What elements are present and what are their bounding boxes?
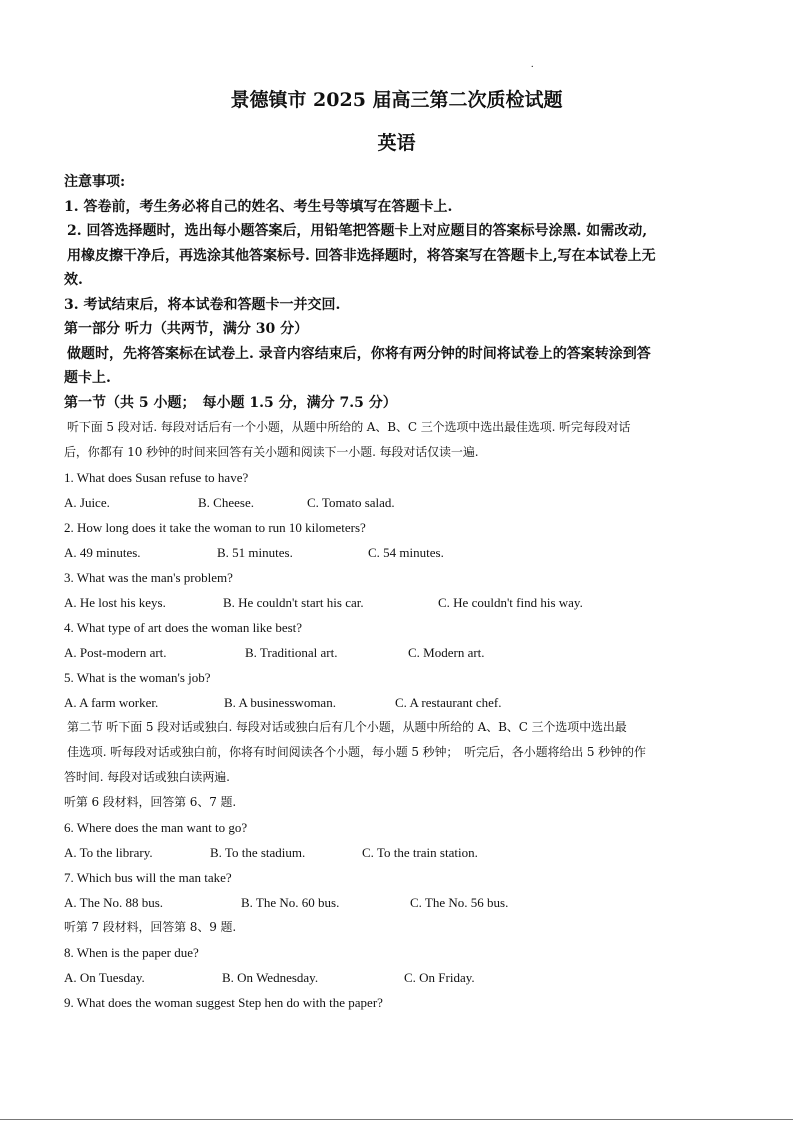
option-b: B. On Wednesday. <box>222 970 319 985</box>
exam-content <box>64 170 734 1015</box>
section-1-instruction-line-1: 听下面 5 段对话. 每段对话后有一个小题，从题中所给的 A、B、C 三个选项中选出最佳选项. 听完每段对话 <box>67 420 631 434</box>
option-c: C. Modern art. <box>408 645 485 660</box>
option-c: C. A restaurant chef. <box>395 695 502 710</box>
option-c: C. 54 minutes. <box>368 545 444 560</box>
question-5-options <box>64 690 734 715</box>
question-8-options <box>64 965 734 990</box>
question-7-options <box>64 890 734 915</box>
part-1-instruction-line-2: 题卡上. <box>64 370 111 386</box>
question-5: 5. What is the woman's job? <box>64 670 211 685</box>
section-1-heading: 第一节（共 5 小题； 每小题 1.5 分，满分 7.5 分） <box>64 394 397 411</box>
option-c: C. To the train station. <box>362 845 478 860</box>
option-a: A. The No. 88 bus. <box>64 895 164 910</box>
option-a: A. Post-modern art. <box>64 645 167 660</box>
question-6-options <box>64 840 734 865</box>
question-1: 1. What does Susan refuse to have? <box>64 470 249 485</box>
option-c: C. Tomato salad. <box>307 495 395 510</box>
option-b: B. He couldn't start his car. <box>223 595 364 610</box>
question-7: 7. Which bus will the man take? <box>64 870 232 885</box>
section-2-instruction-line-2: 佳选项. 听每段对话或独白前，你将有时间阅读各个小题，每小题 5 秒钟； 听完后，各小题将给出 5 秒钟的作 <box>67 745 646 759</box>
top-dot: . <box>531 59 534 70</box>
question-6: 6. Where does the man want to go? <box>64 820 248 835</box>
section-2-instruction-line-3: 答时间. 每段对话或独白读两遍. <box>64 770 230 784</box>
option-a: A. On Tuesday. <box>64 970 145 985</box>
part-1-heading: 第一部分 听力（共两节，满分 30 分） <box>64 321 309 337</box>
notes-heading: 注意事项: <box>64 174 126 190</box>
material-6-note: 听第 6 段材料，回答第 6、7 题. <box>64 795 237 809</box>
question-1-options <box>64 490 734 515</box>
option-b: B. The No. 60 bus. <box>241 895 340 910</box>
option-a: A. A farm worker. <box>64 695 159 710</box>
material-7-note: 听第 7 段材料，回答第 8、9 题. <box>64 920 237 934</box>
part-1-instruction-line-1: 做题时，先将答案标在试卷上. 录音内容结束后，你将有两分钟的时间将试卷上的答案转涂到答 <box>67 345 651 362</box>
option-b: B. To the stadium. <box>210 845 306 860</box>
exam-title: 景德镇市 2025 届高三第二次质检试题 <box>230 89 563 111</box>
option-b: B. Cheese. <box>198 495 254 510</box>
option-b: B. 51 minutes. <box>217 545 293 560</box>
question-4: 4. What type of art does the woman like best? <box>64 620 303 635</box>
question-2-options <box>64 540 734 565</box>
question-3-options <box>64 590 734 615</box>
option-c: C. On Friday. <box>404 970 475 985</box>
section-1-instruction-line-2: 后，你都有 10 秒钟的时间来回答有关小题和阅读下一小题. 每段对话仅读一遍. <box>64 445 479 459</box>
question-4-options <box>64 640 734 665</box>
note-2-line-2: 用橡皮擦干净后，再选涂其他答案标号. 回答非选择题时，将答案写在答题卡上,写在本试卷上无 <box>67 247 656 264</box>
option-a: A. He lost his keys. <box>64 595 166 610</box>
option-c: C. The No. 56 bus. <box>410 895 509 910</box>
option-c: C. He couldn't find his way. <box>438 595 583 610</box>
page-bottom-rule <box>0 1119 793 1120</box>
question-8: 8. When is the paper due? <box>64 945 199 960</box>
note-2-line-3: 效. <box>64 272 83 288</box>
option-b: B. A businesswoman. <box>224 695 336 710</box>
note-3: 3. 考试结束后，将本试卷和答题卡一并交回. <box>64 296 341 313</box>
question-9: 9. What does the woman suggest Step hen do with the paper? <box>64 995 383 1010</box>
option-a: A. 49 minutes. <box>64 545 141 560</box>
note-2-line-1: 2. 回答选择题时，选出每小题答案后，用铅笔把答题卡上对应题目的答案标号涂黑. 如需改动, <box>67 223 648 239</box>
option-a: A. To the library. <box>64 845 153 860</box>
question-3: 3. What was the man's problem? <box>64 570 233 585</box>
section-2-instruction-line-1: 第二节 听下面 5 段对话或独白. 每段对话或独白后有几个小题，从题中所给的 A、B、C 三个选项中选出最 <box>67 720 627 734</box>
option-a: A. Juice. <box>64 495 110 510</box>
question-2: 2. How long does it take the woman to run 10 kilometers? <box>64 520 366 535</box>
note-1: 1. 答卷前，考生务必将自己的姓名、考生号等填写在答题卡上. <box>64 198 453 215</box>
subject-title: 英语 <box>377 132 416 154</box>
option-b: B. Traditional art. <box>245 645 338 660</box>
